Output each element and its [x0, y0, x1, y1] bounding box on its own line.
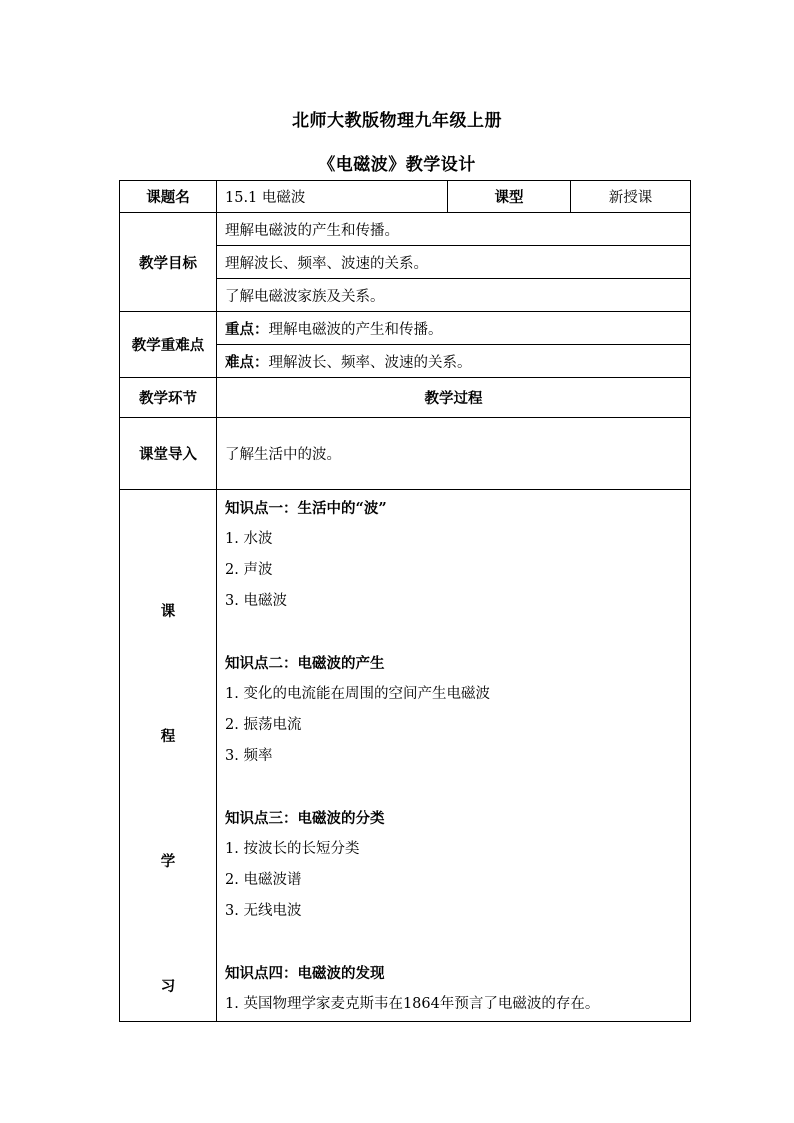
learning-label-char: 程 [160, 728, 176, 745]
lesson-plan-table [119, 180, 691, 1022]
knowledge-item: 2. 电磁波谱 [225, 872, 302, 888]
row-learning [120, 490, 691, 1022]
difficulty-text: 理解波长、频率、波速的关系。 [268, 354, 472, 371]
learning-label-char: 课 [160, 603, 176, 620]
knowledge-item: 2. 声波 [225, 562, 273, 578]
knowledge-item: 1. 变化的电流能在周围的空间产生电磁波 [225, 686, 490, 702]
knowledge-item: 1. 英国物理学家麦克斯韦在1864年预言了电磁波的存在。 [225, 996, 600, 1012]
knowledge-heading: 知识点一：生活中的“波” [225, 500, 387, 517]
document-title: 北师大教版物理九年级上册 [292, 111, 502, 131]
stage-header: 教学环节 [120, 378, 217, 418]
learning-label-char: 习 [160, 978, 176, 995]
focus-label: 重点： [225, 320, 269, 338]
difficulty-label: 难点： [225, 353, 269, 371]
learning-content [217, 490, 691, 1022]
intro-text: 了解生活中的波。 [217, 418, 691, 490]
learning-label [120, 490, 217, 1022]
key-points-label: 教学重难点 [120, 312, 217, 378]
row-objective-1 [120, 213, 691, 246]
knowledge-heading: 知识点四：电磁波的发现 [225, 965, 385, 982]
process-header: 教学过程 [217, 378, 691, 418]
knowledge-item: 1. 按波长的长短分类 [225, 841, 360, 857]
lesson-type-value: 新授课 [571, 181, 691, 213]
topic-value: 15.1 电磁波 [217, 181, 448, 213]
objective-item: 了解电磁波家族及关系。 [217, 279, 691, 312]
focus-text: 理解电磁波的产生和传播。 [268, 321, 443, 338]
knowledge-item: 3. 电磁波 [225, 593, 287, 609]
topic-label: 课题名 [120, 181, 217, 213]
row-focus [120, 312, 691, 345]
learning-label-char: 学 [160, 853, 176, 870]
knowledge-item: 1. 水波 [225, 531, 273, 547]
knowledge-item: 3. 频率 [225, 748, 273, 764]
row-topic [120, 181, 691, 213]
row-intro [120, 418, 691, 490]
knowledge-heading: 知识点三：电磁波的分类 [225, 810, 385, 827]
focus-cell [217, 312, 691, 345]
knowledge-heading: 知识点二：电磁波的产生 [225, 655, 385, 672]
row-process-header [120, 378, 691, 418]
objectives-label: 教学目标 [120, 213, 217, 312]
difficulty-cell [217, 345, 691, 378]
intro-label: 课堂导入 [120, 418, 217, 490]
objective-item: 理解电磁波的产生和传播。 [217, 213, 691, 246]
knowledge-item: 3. 无线电波 [225, 903, 302, 919]
lesson-type-label: 课型 [448, 181, 571, 213]
objective-item: 理解波长、频率、波速的关系。 [217, 246, 691, 279]
knowledge-item: 2. 振荡电流 [225, 717, 302, 733]
document-subtitle: 《电磁波》教学设计 [318, 155, 476, 175]
